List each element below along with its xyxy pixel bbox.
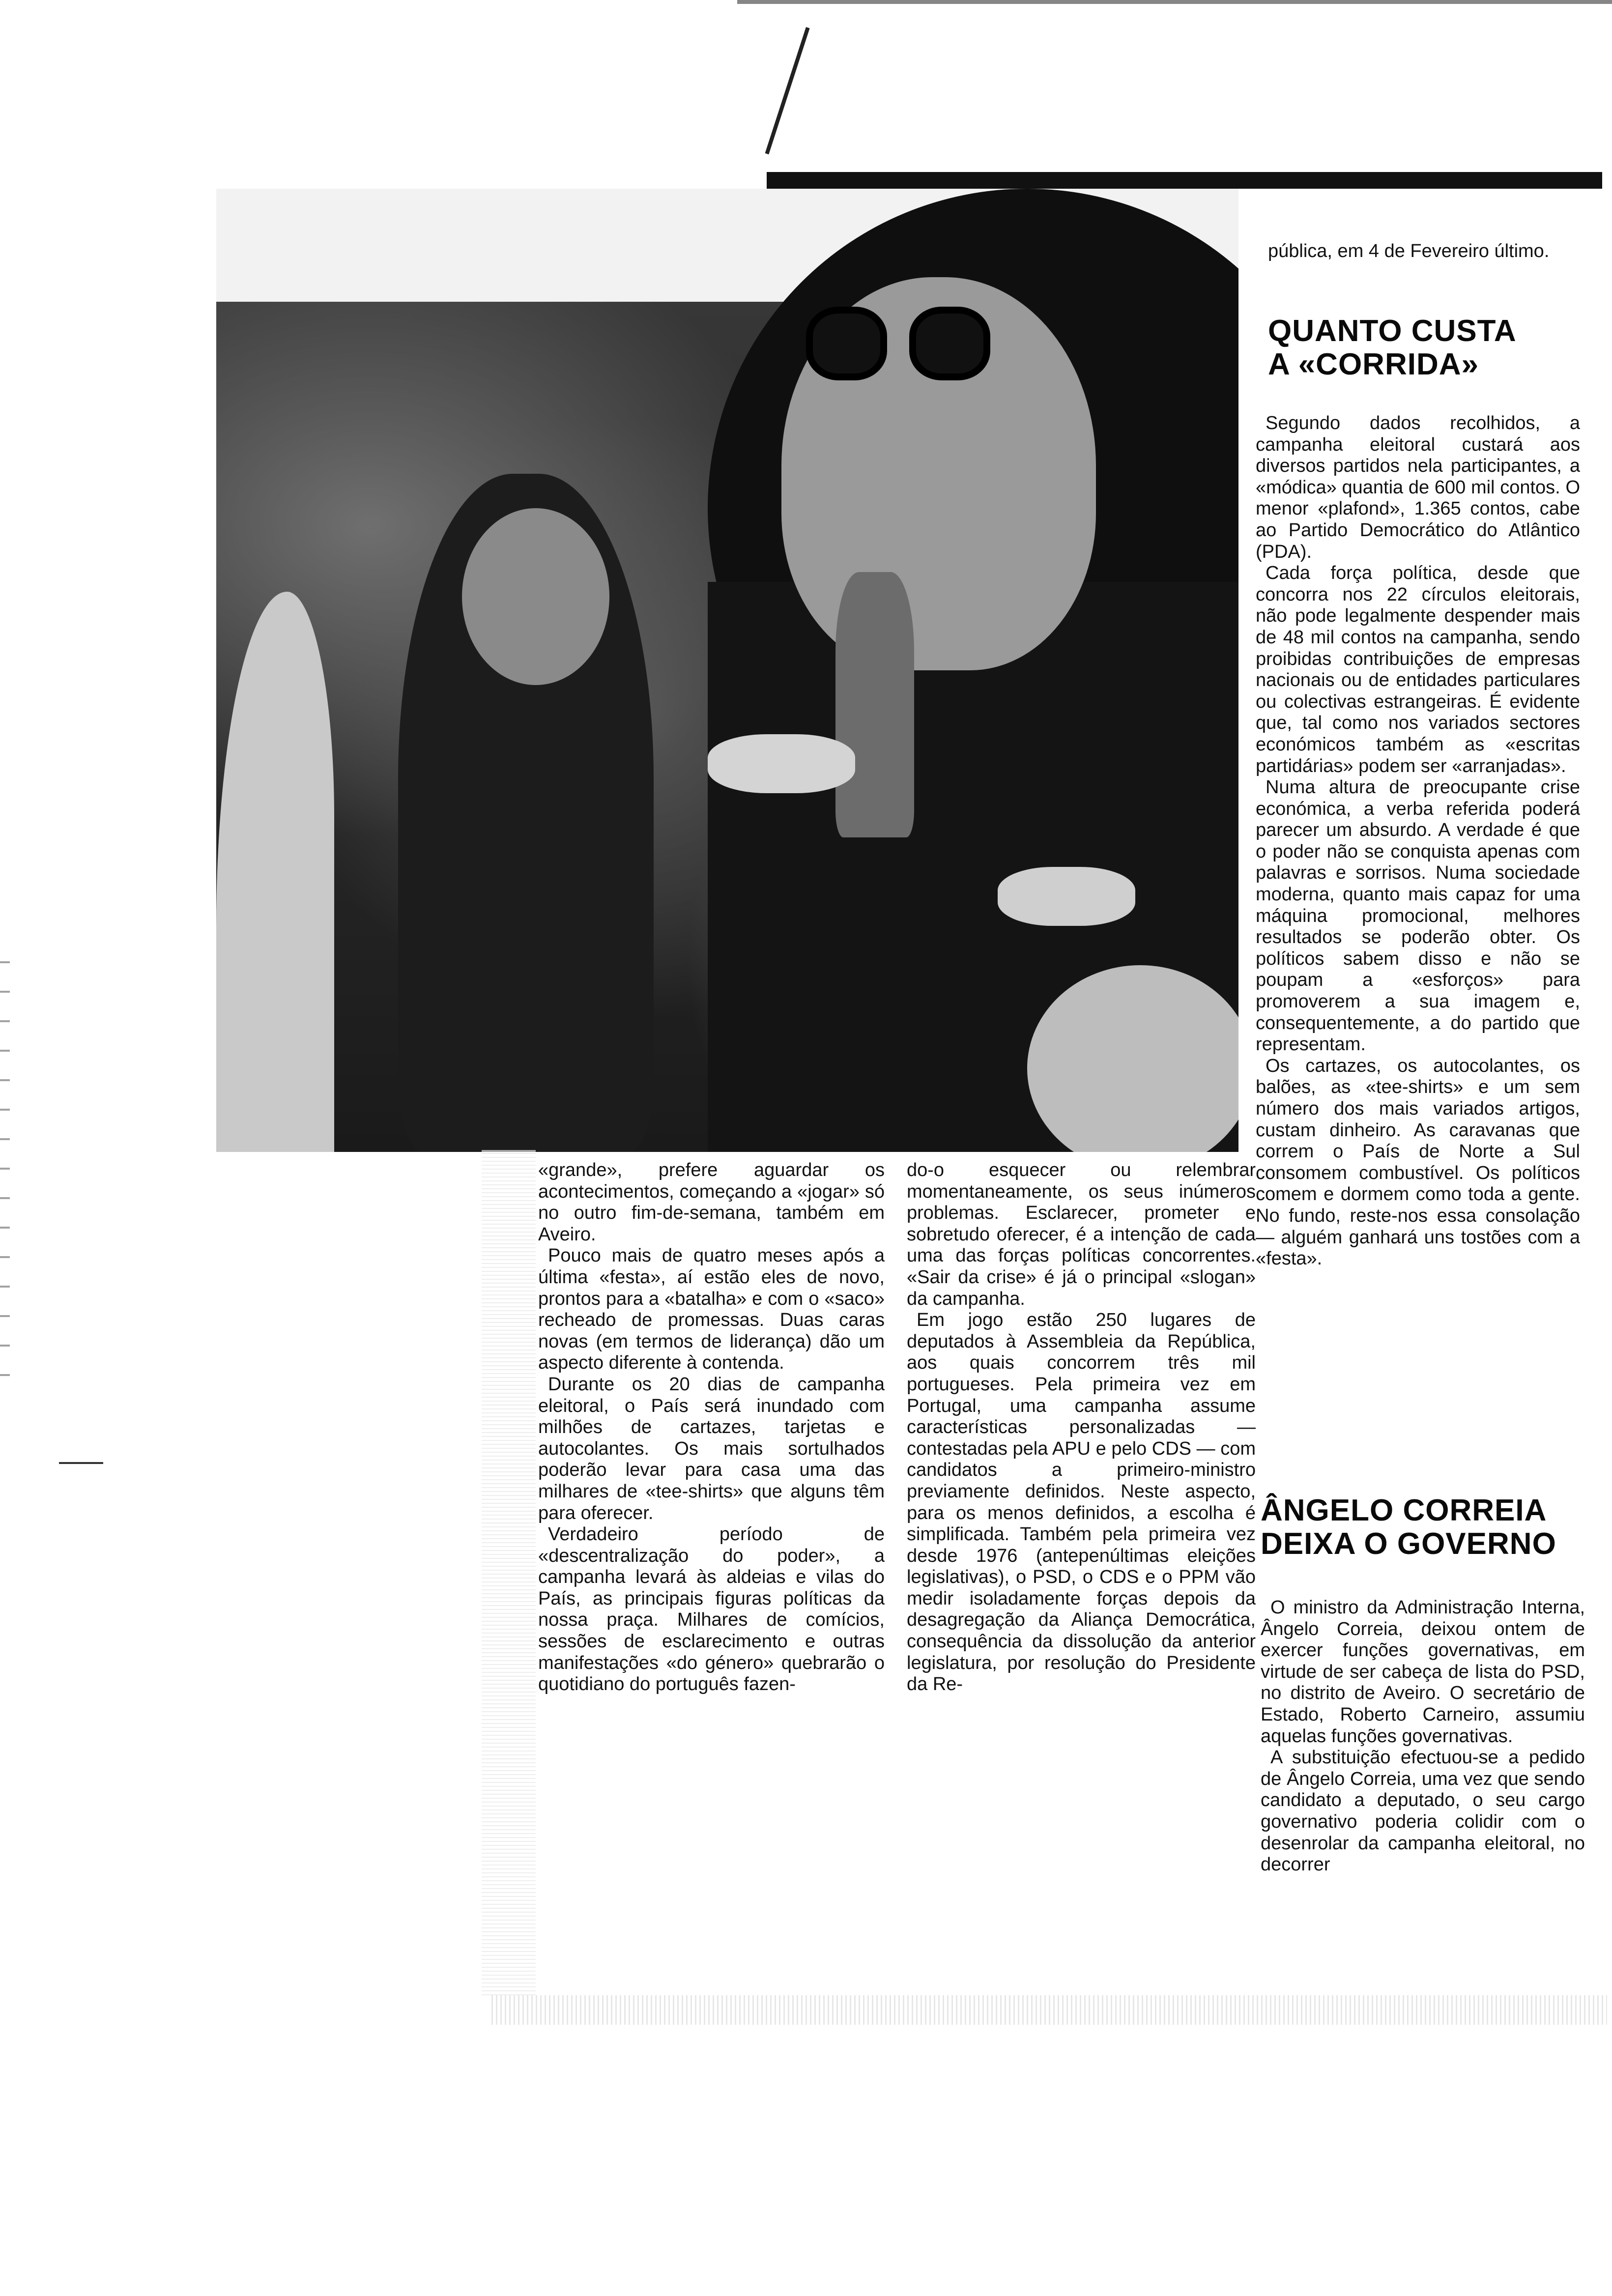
- column-b-paragraph-2: Em jogo estão 250 lugares de deputados à Assembleia da República, aos quais concorrem três mil portugueses. Pela primeira vez em Portugal, uma campanha assume características personalizadas — contestadas pela APU e pelo CDS — com candidatos a primeiro-ministro previamente definidos. Neste aspecto, para os menos definidos, a escolha é simplificada. Também pela primeira vez desde 1976 (antepenúltimas eleições legislativas), o PSD, o CDS e o PPM vão medir isoladamente forças depois da desagregação da Aliança Democrática, consequência da dissolução da anterior legislatura, por resolução do Presidente da Re-: [907, 1310, 1256, 1695]
- column-a-paragraph-2: Pouco mais de quatro meses após a última «festa», aí estão eles de novo, prontos para a «batalha» e com o «saco» recheado de promessas. Duas caras novas (em termos de liderança) dão um aspecto diferente à contenda.: [538, 1245, 885, 1374]
- scan-grain-left: [482, 1150, 536, 1995]
- intro-tail: [1268, 241, 1578, 262]
- pen-stroke-mark: [765, 27, 810, 154]
- column-a-paragraph-4: Verdadeiro período de «descentralização do poder», a campanha levará às aldeias e vilas do País, as principais figuras políticas da nossa praça. Milhares de comícios, sessões de esclarecimento e outras manifestações «do género» quebrarão o quotidiano do português fazen-: [538, 1524, 885, 1695]
- margin-dash-mark: [59, 1462, 103, 1464]
- news-photo: [216, 189, 1238, 1152]
- headline-line-2: DEIXA O GOVERNO: [1261, 1527, 1556, 1561]
- section1-paragraph-1: Segundo dados recolhidos, a campanha eleitoral custará aos diversos partidos nela participantes, a «módica» quantia de 600 mil contos. O menor «plafond», 1.365 contos, cabe ao Partido Democrático do Atlântico (PDA).: [1256, 413, 1580, 562]
- section1-paragraph-3: Numa altura de preocupante crise económica, a verba referida poderá parecer um absurdo. A verdade é que o poder não se conquista apenas com palavras e sorrisos. Numa sociedade moderna, quanto mais capaz for uma máquina promocional, melhores resultados se poderão obter. Os políticos sabem disso e não se poupam a «esforços» para promoverem a sua imagem e, consequentemente, a do partido que representam.: [1256, 777, 1580, 1055]
- section1-paragraph-2: Cada força política, desde que concorra nos 22 círculos eleitorais, não pode legalmente despender mais de 48 mil contos na campanha, sendo proibidas contribuições de empresas nacionais ou de entidades particulares ou colectivas estrangeiras. É evidente que, tal como nos variados sectores económicos também as «escritas partidárias» podem ser «arranjadas».: [1256, 563, 1580, 776]
- section1-body: [1256, 413, 1580, 1270]
- photo-handshake-hand: [708, 734, 855, 793]
- section1-paragraph-4: Os cartazes, os autocolantes, os balões, as «tee-shirts» e um sem número dos mais variados artigos, custam dinheiro. As caravanas que correm o País de Norte a Sul consomem combustível. Os políticos comem e dormem como toda a gente. No fundo, reste-nos essa consolação — alguém ganhará uns tostões com a «festa».: [1256, 1055, 1580, 1269]
- column-b-paragraph-1: do-o esquecer ou relembrar momentaneamente, os seus inúmeros problemas. Esclarecer, prometer e sobretudo oferecer, é a intenção de cada uma das forças políticas concorrentes. «Sair da crise» é já o principal «slogan» da campanha.: [907, 1160, 1256, 1309]
- glasses-lens-right: [909, 307, 990, 380]
- photo-hand-holding-card: [998, 867, 1135, 926]
- column-a-paragraph-1: «grande», prefere aguardar os acontecimentos, começando a «jogar» só no outro fim-de-semana, também em Aveiro.: [538, 1160, 885, 1245]
- photo-man-left-face: [462, 508, 609, 685]
- section2-body: [1261, 1597, 1585, 1876]
- intro-tail-text: pública, em 4 de Fevereiro último.: [1268, 241, 1550, 261]
- section2-paragraph-2: A substituição efectuou-se a pedido de Ângelo Correia, uma vez que sendo candidato a deputado, o seu cargo governativo poderia colidir com o desenrolar da campanha eleitoral, no decorrer: [1261, 1747, 1585, 1875]
- photo-glasses: [806, 307, 993, 380]
- column-a-paragraph-3: Durante os 20 dias de campanha eleitoral, o País será inundado com milhões de cartazes, tarjetas e autocolantes. Os mais sortulhados poderão levar para casa uma das milhares de «tee-shirts» que alguns têm para oferecer.: [538, 1374, 885, 1523]
- clipping-top-bar: [767, 172, 1602, 189]
- headline-angelo-correia: [1261, 1494, 1590, 1561]
- scan-top-rule: [737, 0, 1612, 4]
- glasses-lens-left: [806, 307, 887, 380]
- margin-scan-dots: [0, 934, 10, 1376]
- scan-grain-bottom: [491, 1995, 1607, 2025]
- headline-line-1: ÂNGELO CORREIA: [1261, 1493, 1547, 1527]
- column-b: [907, 1160, 1256, 1695]
- column-a: [538, 1160, 885, 1695]
- headline-quanto-custa: [1268, 315, 1573, 381]
- section2-paragraph-1: O ministro da Administração Interna, Ângelo Correia, deixou ontem de exercer funções governativas, em virtude de ser cabeça de lista do PSD, no distrito de Aveiro. O secretário de Estado, Roberto Carneiro, assumiu aquelas funções governativas.: [1261, 1597, 1585, 1747]
- headline-line-1: QUANTO CUSTA: [1268, 314, 1517, 348]
- headline-line-2: A «CORRIDA»: [1268, 347, 1479, 381]
- photo-tie: [835, 572, 914, 837]
